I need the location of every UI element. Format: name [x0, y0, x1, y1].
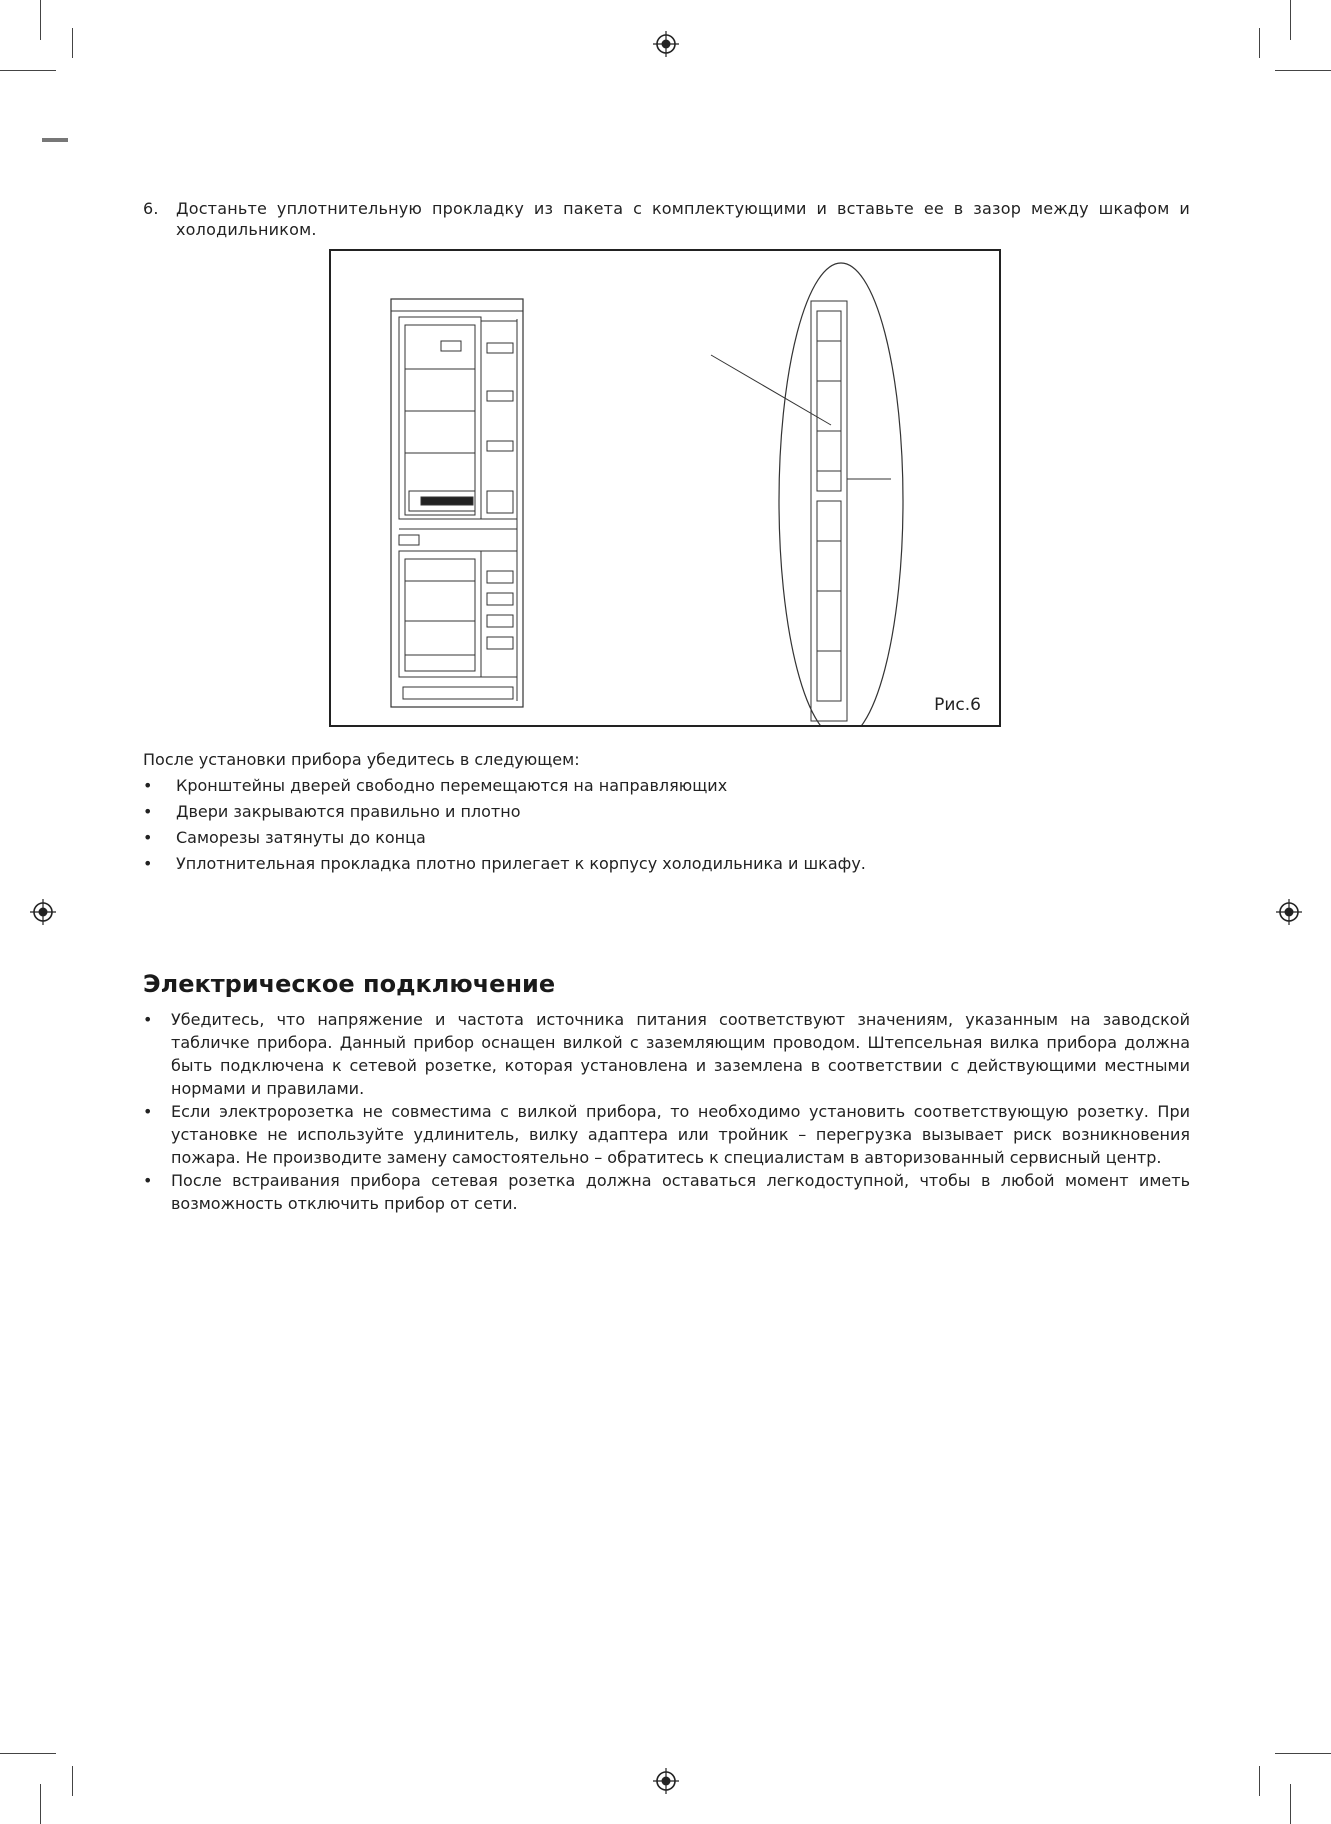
electrical-list — [143, 1008, 1190, 1215]
list-item: • После встраивания прибора сетевая розетка должна оставаться легкодоступной, чтобы в любой момент иметь возможность отключить прибор от сети. — [143, 1169, 1190, 1215]
electrical-section — [143, 1008, 1190, 1215]
list-item: • Саморезы затянуты до конца — [143, 825, 1190, 851]
registration-mark-icon — [653, 1768, 679, 1794]
after-install-checklist — [143, 747, 1190, 877]
registration-mark-icon — [653, 31, 679, 57]
checklist — [143, 773, 1190, 877]
list-item: • Уплотнительная прокладка плотно прилегает к корпусу холодильника и шкафу. — [143, 851, 1190, 877]
step-text: Достаньте уплотнительную прокладку из пакета с комплектующими и вставьте ее в зазор между шкафом и холодильником. — [176, 199, 1190, 239]
side-tab-marker — [42, 138, 68, 142]
figure-6 — [329, 249, 1001, 727]
list-item: • Кронштейны дверей свободно перемещаются на направляющих — [143, 773, 1190, 799]
list-item: • Двери закрываются правильно и плотно — [143, 799, 1190, 825]
registration-mark-icon — [1276, 899, 1302, 925]
list-item: • Если электророзетка не совместима с вилкой прибора, то необходимо установить соответствующую розетку. При установке не используйте удлинитель, вилку адаптера или тройник – перегрузка вызывает риск возникновения пожара. Не производите замену самостоятельно – обратитесь к специалистам в авторизованный сервисный центр. — [143, 1100, 1190, 1169]
figure-caption: Рис.6 — [934, 695, 981, 715]
list-item: • Убедитесь, что напряжение и частота источника питания соответствуют значениям, указанным на заводской табличке прибора. Данный прибор оснащен вилкой с заземляющим проводом. Штепсельная вилка прибора должна быть подключена к сетевой розетке, которая установлена и заземлена в соответствии с действующими местными нормами и правилами. — [143, 1008, 1190, 1100]
step-number: 6. — [143, 199, 159, 218]
checklist-intro: После установки прибора убедитесь в следующем: — [143, 750, 580, 769]
section-title: Электрическое подключение — [143, 970, 556, 998]
fridge-installation-drawing — [331, 251, 999, 725]
registration-mark-icon — [30, 899, 56, 925]
step-6 — [143, 198, 1190, 240]
